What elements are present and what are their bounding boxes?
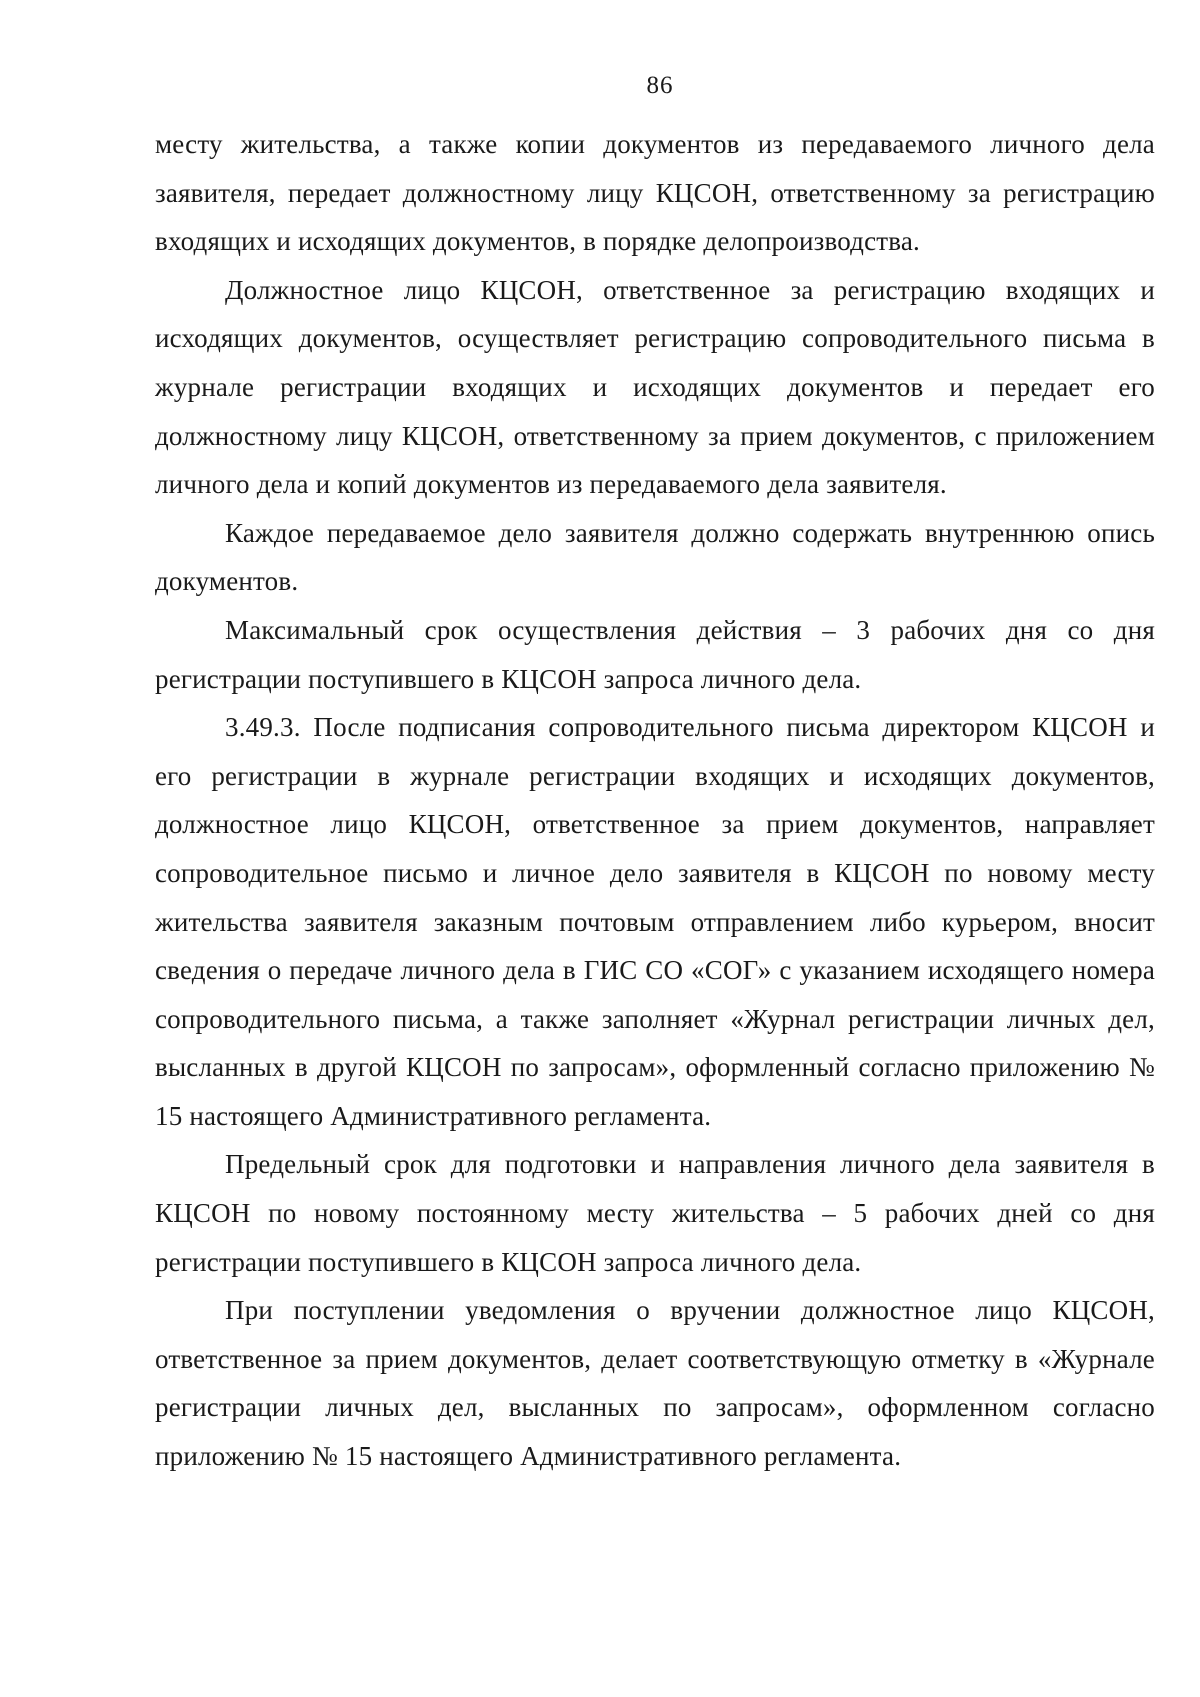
paragraph-registration: Должностное лицо КЦСОН, ответственное за регистрацию входящих и исходящих документов, осуществляет регистрацию сопроводительного письма в журнале регистрации входящих и исходящих документов и передает его должностному лицу КЦСОН, ответственному за прием документов, с приложением личного дела и копий документов из передаваемого дела заявителя. (155, 274, 1155, 500)
document-body (155, 120, 1155, 1481)
paragraph-max-term: Максимальный срок осуществления действия – 3 рабочих дня со дня регистрации поступившего в КЦСОН запроса личного дела. (155, 614, 1155, 694)
paragraph-delivery-notice: При поступлении уведомления о вручении должностное лицо КЦСОН, ответственное за прием документов, делает соответствующую отметку в «Журнале регистрации личных дел, высланных по запросам», оформленном согласно приложению № 15 настоящего Административного регламента. (155, 1295, 1155, 1472)
paragraph-section-3-49-3: 3.49.3. После подписания сопроводительного письма директором КЦСОН и его регистрации в журнале регистрации входящих и исходящих документов, должностное лицо КЦСОН, ответственное за прием документов, направляет сопроводительное письмо и личное дело заявителя в КЦСОН по новому месту жительства заявителя заказным почтовым отправлением либо курьером, вносит сведения о передаче личного дела в ГИС СО «СОГ» с указанием исходящего номера сопроводительного письма, а также заполняет «Журнал регистрации личных дел, высланных в другой КЦСОН по запросам», оформленный согласно приложению № 15 настоящего Административного регламента. (155, 712, 1155, 1131)
paragraph-continuation: месту жительства, а также копии документов из передаваемого личного дела заявителя, передает должностному лицу КЦСОН, ответственному за регистрацию входящих и исходящих документов, в порядке делопроизводства. (155, 129, 1155, 257)
page-number: 86 (646, 72, 674, 99)
paragraph-deadline: Предельный срок для подготовки и направления личного дела заявителя в КЦСОН по новому постоянному месту жительства – 5 рабочих дней со дня регистрации поступившего в КЦСОН запроса личного дела. (155, 1149, 1155, 1277)
paragraph-inventory: Каждое передаваемое дело заявителя должно содержать внутреннюю опись документов. (155, 517, 1155, 597)
